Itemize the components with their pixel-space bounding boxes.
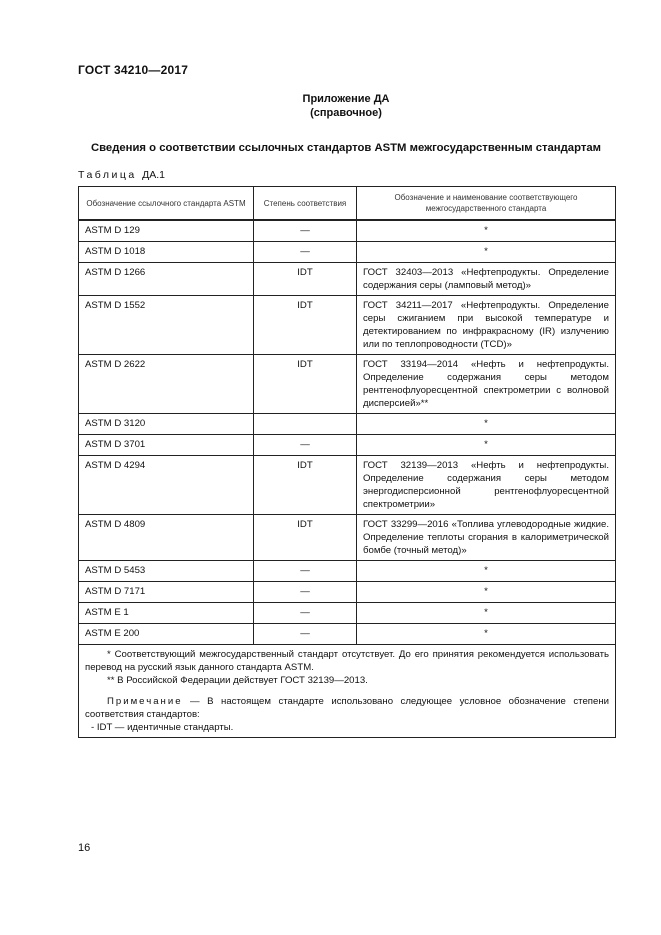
gost-cell: ГОСТ 34211—2017 «Нефтепродукты. Определение серы сжиганием при высокой температуре и детектированием по инфракрасному (IR) излучению или по теплопроводности (TCD)»	[357, 296, 616, 355]
astm-cell: ASTM D 4294	[79, 456, 254, 515]
table-row	[79, 582, 616, 603]
degree-cell: IDT	[254, 456, 357, 515]
gost-cell: ГОСТ 33299—2016 «Топлива углеводородные жидкие. Определение теплоты сгорания в калориметрической бомбе (точный метод)»	[357, 515, 616, 561]
table-row	[79, 242, 616, 263]
page-number: 16	[78, 842, 91, 854]
gost-cell: ГОСТ 32139—2013 «Нефть и нефтепродукты. Определение содержания серы методом энергодисперсионной рентгенофлуоресцентной спектрометрии»	[357, 456, 616, 515]
table-row	[79, 435, 616, 456]
degree-cell: —	[254, 220, 357, 242]
annex-heading	[78, 92, 614, 120]
annex-title: Приложение ДА	[302, 93, 390, 105]
astm-cell: ASTM D 4809	[79, 515, 254, 561]
header-degree: Степень соответствия	[254, 187, 357, 221]
note-item: - IDT — идентичные стандарты.	[91, 722, 234, 733]
gost-cell: *	[357, 561, 616, 582]
table-row	[79, 456, 616, 515]
gost-cell: *	[357, 624, 616, 645]
astm-cell: ASTM E 1	[79, 603, 254, 624]
table-row	[79, 355, 616, 414]
table-caption-label: Таблица	[78, 169, 137, 181]
degree-cell: —	[254, 582, 357, 603]
degree-cell: IDT	[254, 355, 357, 414]
table-row	[79, 561, 616, 582]
astm-cell: ASTM D 7171	[79, 582, 254, 603]
gost-cell: *	[357, 414, 616, 435]
astm-cell: ASTM D 2622	[79, 355, 254, 414]
degree-cell: IDT	[254, 263, 357, 296]
annex-subtitle: (справочное)	[310, 107, 382, 119]
gost-cell: *	[357, 603, 616, 624]
degree-cell: —	[254, 435, 357, 456]
table-caption	[78, 169, 165, 181]
astm-cell: ASTM D 5453	[79, 561, 254, 582]
astm-cell: ASTM D 3120	[79, 414, 254, 435]
gost-cell: ГОСТ 32403—2013 «Нефтепродукты. Определение содержания серы (ламповый метод)»	[357, 263, 616, 296]
table-row	[79, 414, 616, 435]
footnote-single-star: * Соответствующий межгосударственный стандарт отсутствует. До его принятия рекомендуется использовать перевод на русский язык данного стандарта ASTM.	[85, 649, 609, 673]
note-text: — В настоящем стандарте использовано следующее условное обозначение степени соответствия стандартов:	[85, 696, 609, 720]
degree-cell: —	[254, 624, 357, 645]
footnote-double-star: ** В Российской Федерации действует ГОСТ 32139—2013.	[107, 675, 368, 686]
table-header-row	[79, 187, 616, 221]
gost-cell: *	[357, 582, 616, 603]
astm-cell: ASTM D 3701	[79, 435, 254, 456]
degree-cell: —	[254, 242, 357, 263]
degree-cell: IDT	[254, 515, 357, 561]
table-notes-row	[79, 645, 616, 738]
section-title: Сведения о соответствии ссылочных стандартов ASTM межгосударственным стандартам	[90, 142, 602, 154]
degree-cell	[254, 414, 357, 435]
correspondence-table	[78, 186, 616, 738]
note	[85, 695, 609, 734]
gost-cell: *	[357, 435, 616, 456]
astm-cell: ASTM D 1552	[79, 296, 254, 355]
gost-cell: *	[357, 220, 616, 242]
table-row	[79, 624, 616, 645]
astm-cell: ASTM D 129	[79, 220, 254, 242]
table-row	[79, 603, 616, 624]
degree-cell: —	[254, 603, 357, 624]
gost-cell: ГОСТ 33194—2014 «Нефть и нефтепродукты. Определение содержания серы методом рентгенофлуоресцентной спектрометрии с волновой дисперсией»**	[357, 355, 616, 414]
header-gost: Обозначение и наименование соответствующего межгосударственного стандарта	[357, 187, 616, 221]
degree-cell: IDT	[254, 296, 357, 355]
degree-cell: —	[254, 561, 357, 582]
table-caption-number: ДА.1	[142, 169, 165, 181]
table-row	[79, 515, 616, 561]
astm-cell: ASTM D 1266	[79, 263, 254, 296]
header-astm: Обозначение ссылочного стандарта ASTM	[79, 187, 254, 221]
table-notes	[79, 645, 616, 738]
note-label: Примечание	[107, 696, 183, 707]
astm-cell: ASTM E 200	[79, 624, 254, 645]
table-row	[79, 220, 616, 242]
table-row	[79, 296, 616, 355]
astm-cell: ASTM D 1018	[79, 242, 254, 263]
table-row	[79, 263, 616, 296]
gost-cell: *	[357, 242, 616, 263]
standard-designation: ГОСТ 34210—2017	[78, 63, 189, 77]
